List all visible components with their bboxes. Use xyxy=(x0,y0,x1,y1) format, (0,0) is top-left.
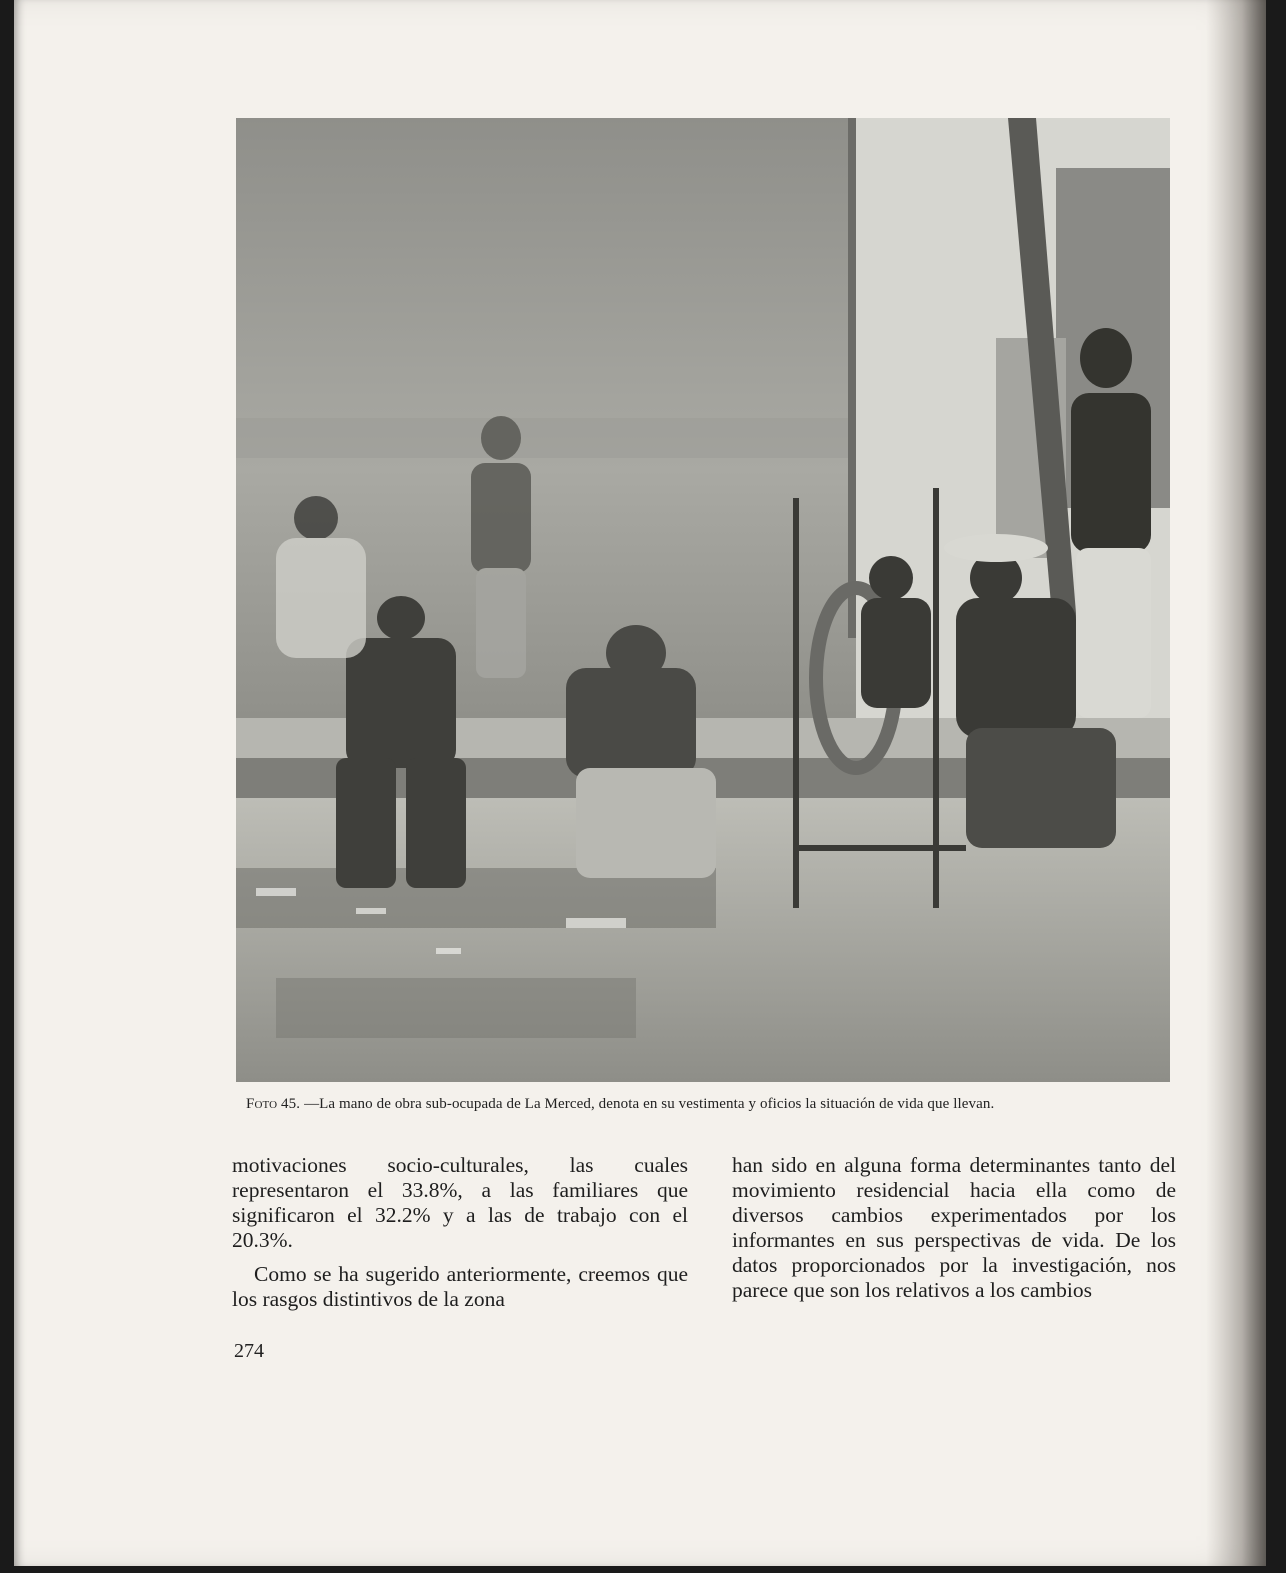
caption-label: Foto 45. xyxy=(246,1096,301,1112)
paragraph: Como se ha sugerido anteriormente, creemos que los rasgos distintivos de la zona xyxy=(232,1262,688,1311)
photograph-icon xyxy=(236,118,1170,1082)
photo-caption xyxy=(246,1096,1176,1113)
text-column-right xyxy=(732,1153,1176,1303)
caption-text: —La mano de obra sub-ocupada de La Merced, denota en su vestimenta y oficios la situación de vida que llevan. xyxy=(304,1096,995,1112)
paragraph: han sido en alguna forma determinantes tanto del movimiento residencial hacia ella como de diversos cambios experimentados por los informantes en sus perspectivas de vida. De los datos proporcionados por la investigación, nos parece que son los relativos a los cambios xyxy=(732,1153,1176,1302)
book-spine-shadow xyxy=(1206,0,1266,1566)
page-number: 274 xyxy=(234,1340,264,1362)
photo-45 xyxy=(236,118,1170,1082)
book-page xyxy=(14,0,1266,1566)
text-column-left xyxy=(232,1153,688,1312)
paragraph: motivaciones socio-culturales, las cuales representaron el 33.8%, a las familiares que significaron el 32.2% y a las de trabajo con el 20.3%. xyxy=(232,1153,688,1252)
